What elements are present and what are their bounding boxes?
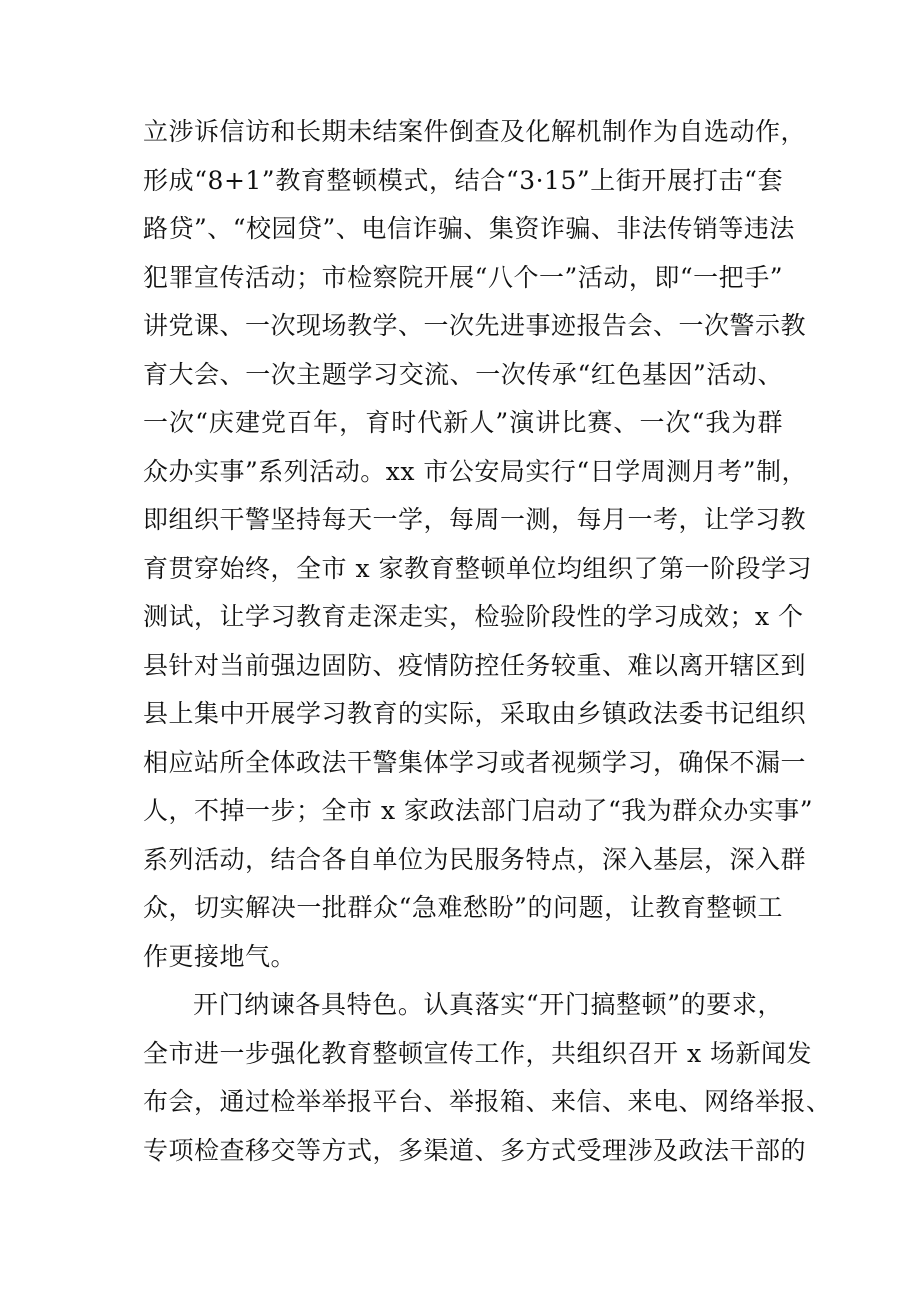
text-line: 专项检查移交等方式，多渠道、多方式受理涉及政法干部的 — [143, 1135, 807, 1165]
text-line: 人，不掉一步；全市 x 家政法部门启动了“我为群众办实事” — [143, 796, 814, 825]
text-line: 县上集中开展学习教育的实际，采取由乡镇政法委书记组织 — [143, 699, 807, 728]
text-line: 育贯穿始终，全市 x 家教育整顿单位均组织了第一阶段学习 — [143, 553, 812, 583]
text-line: 相应站所全体政法干警集体学习或者视频学习，确保不漏一 — [143, 747, 807, 777]
text-line: 测试，让学习教育走深走实，检验阶段性的学习成效；x 个 — [143, 602, 804, 631]
text-line: 县针对当前强边固防、疫情防控任务较重、难以离开辖区到 — [143, 650, 807, 680]
document-body — [143, 108, 832, 1175]
text-line: 众，切实解决一批群众“急难愁盼”的问题，让教育整顿工 — [143, 893, 783, 922]
text-line: 立涉诉信访和长期未结案件倒查及化解机制作为自选动作， — [143, 117, 807, 146]
text-line: 形成“8+1”教育整顿模式，结合“3·15”上街开展打击“套 — [143, 165, 783, 195]
text-line: 布会，通过检举举报平台、举报箱、来信、来电、网络举报、 — [143, 1087, 832, 1116]
text-line: 育大会、一次主题学习交流、一次传承“红色基因”活动、 — [143, 359, 783, 389]
text-line: 即组织干警坚持每天一学，每周一测，每月一考，让学习教 — [143, 505, 807, 534]
text-line: 众办实事”系列活动。xx 市公安局实行“日学周测月考”制， — [143, 456, 807, 486]
text-line: 一次“庆建党百年，育时代新人”演讲比赛、一次“我为群 — [143, 408, 783, 437]
text-line: 全市进一步强化教育整顿宣传工作，共组织召开 x 场新闻发 — [143, 1038, 812, 1068]
text-line: 讲党课、一次现场教学、一次先进事迹报告会、一次警示教 — [143, 311, 807, 340]
text-line: 路贷”、“校园贷”、电信诈骗、集资诈骗、非法传销等违法 — [143, 214, 795, 243]
text-line: 系列活动，结合各自单位为民服务特点，深入基层，深入群 — [143, 844, 807, 874]
paragraph-1 — [143, 108, 814, 981]
text-line: 开门纳谏各具特色。认真落实“开门搞整顿”的要求， — [193, 990, 783, 1019]
text-line: 作更接地气。 — [143, 941, 297, 971]
text-line: 犯罪宣传活动；市检察院开展“八个一”活动，即“一把手” — [143, 262, 783, 292]
paragraph-2 — [143, 981, 832, 1175]
